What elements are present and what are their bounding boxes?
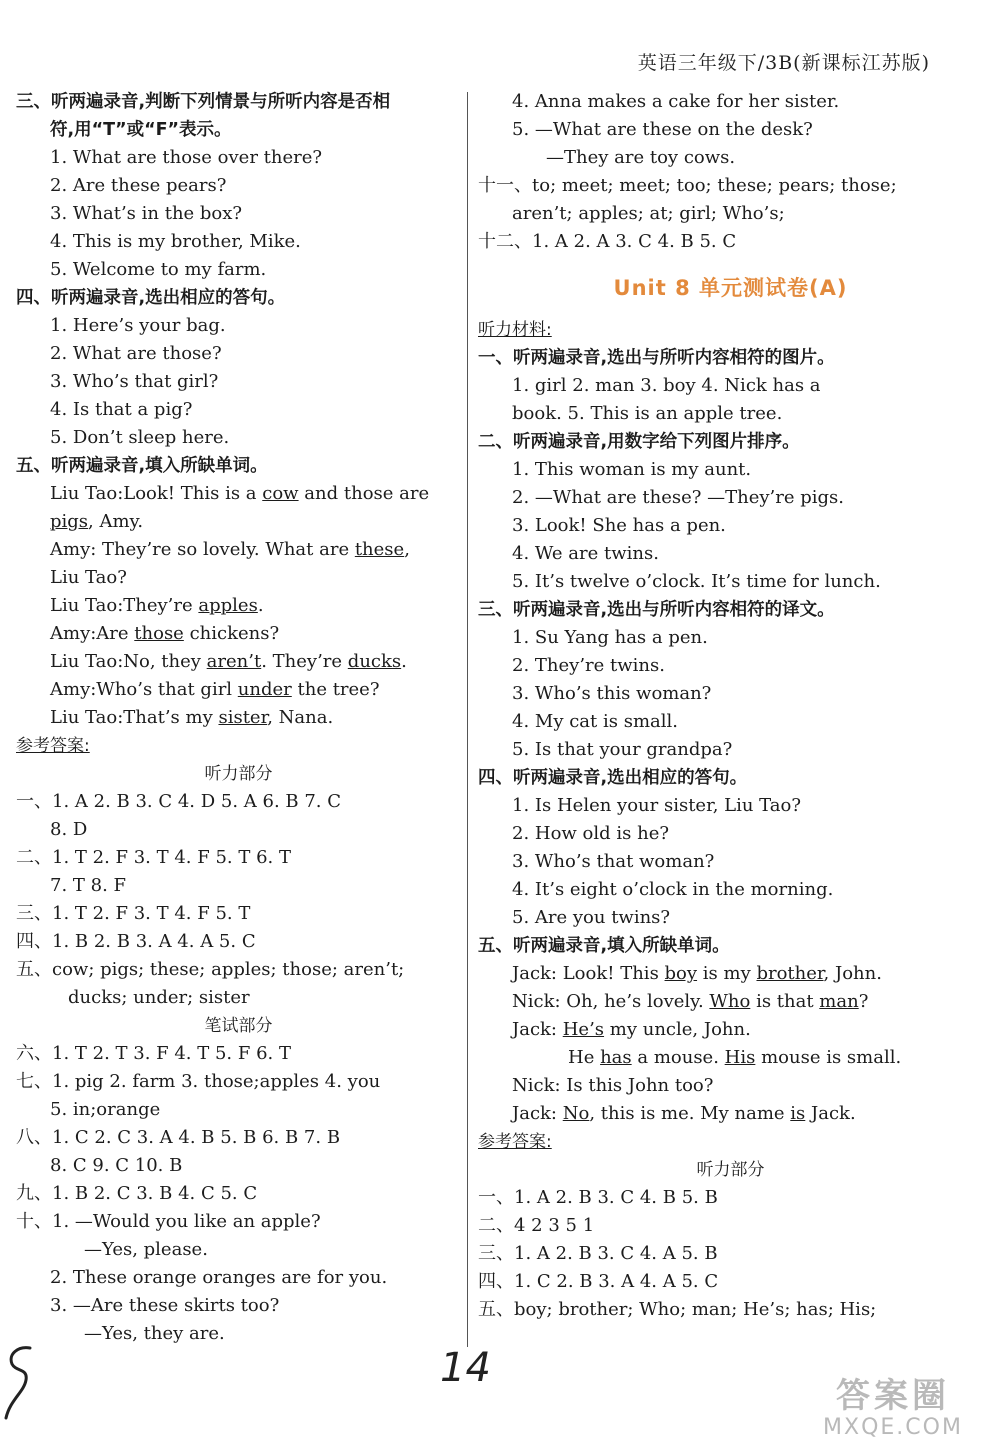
list-item: 3. Who’s that girl? xyxy=(50,371,219,392)
answer-line: 三、1. A 2. B 3. C 4. A 5. B xyxy=(478,1243,718,1264)
dialogue-line: Liu Tao? xyxy=(50,567,127,588)
filled-word: His xyxy=(724,1047,756,1068)
dialogue-line: Nick: Oh, he’s lovely. Who is that man? xyxy=(512,991,869,1012)
watermark-url: MXQE.COM xyxy=(823,1415,963,1440)
filled-word: under xyxy=(237,679,292,700)
answer-line: 8. D xyxy=(50,819,88,840)
list-item: book. 5. This is an apple tree. xyxy=(512,403,783,424)
page-number: 14 xyxy=(440,1345,491,1391)
filled-word: pigs xyxy=(50,511,89,532)
list-item: 1. Su Yang has a pen. xyxy=(512,627,708,648)
filled-word: aren’t xyxy=(206,651,262,672)
answer-line: 五、cow; pigs; these; apples; those; aren’t; xyxy=(16,959,405,980)
list-item: 4. This is my brother, Mike. xyxy=(50,231,301,252)
listening-part-heading: 听力部分 xyxy=(204,764,273,784)
materials-label: 听力材料: xyxy=(478,320,552,340)
answer-line: —They are toy cows. xyxy=(546,147,736,168)
answers-label: 参考答案: xyxy=(16,736,90,756)
list-item: 3. What’s in the box? xyxy=(50,203,243,224)
filled-word: boy xyxy=(664,963,698,984)
dialogue-line: Amy:Who’s that girl under the tree? xyxy=(50,679,380,700)
answer-line: ducks; under; sister xyxy=(68,987,250,1008)
filled-word: sister xyxy=(218,707,268,728)
answer-line: aren’t; apples; at; girl; Who’s; xyxy=(512,203,785,224)
right-column xyxy=(478,88,983,1324)
list-item: 4. We are twins. xyxy=(512,543,659,564)
unit-title: Unit 8 单元测试卷(A) xyxy=(613,276,848,300)
list-item: 5. Is that your grandpa? xyxy=(512,739,733,760)
dialogue-line: Jack: No, this is me. My name is Jack. xyxy=(512,1103,856,1124)
list-item: 4. My cat is small. xyxy=(512,711,678,732)
answer-line: 十二、1. A 2. A 3. C 4. B 5. C xyxy=(478,231,737,252)
section-2-title: 二、听两遍录音,用数字给下列图片排序。 xyxy=(478,432,800,452)
section-4-title: 四、听两遍录音,选出相应的答句。 xyxy=(16,288,286,308)
list-item: 1. Is Helen your sister, Liu Tao? xyxy=(512,795,802,816)
answer-line: 二、1. T 2. F 3. T 4. F 5. T 6. T xyxy=(16,847,291,868)
filled-word: apples xyxy=(198,595,258,616)
answer-line: —Yes, please. xyxy=(84,1239,208,1260)
answer-line: 一、1. A 2. B 3. C 4. B 5. B xyxy=(478,1187,718,1208)
filled-word: cow xyxy=(262,483,299,504)
filled-word: has xyxy=(600,1047,632,1068)
list-item: 2. What are those? xyxy=(50,343,222,364)
section-4-title: 四、听两遍录音,选出相应的答句。 xyxy=(478,768,748,788)
answer-line: 一、1. A 2. B 3. C 4. D 5. A 6. B 7. C xyxy=(16,791,342,812)
list-item: 2. They’re twins. xyxy=(512,655,665,676)
answer-line: 七、1. pig 2. farm 3. those;apples 4. you xyxy=(16,1071,381,1092)
filled-word: ducks xyxy=(347,651,402,672)
answer-line: —Yes, they are. xyxy=(84,1323,225,1344)
section-3-title: 三、听两遍录音,判断下列情景与所听内容是否相 xyxy=(16,92,391,112)
list-item: 4. Is that a pig? xyxy=(50,399,193,420)
dialogue-line: Liu Tao:Look! This is a cow and those are xyxy=(50,483,430,504)
dialogue-line: Liu Tao:No, they aren’t. They’re ducks. xyxy=(50,651,407,672)
filled-word: Who xyxy=(709,991,751,1012)
answer-line: 十、1. —Would you like an apple? xyxy=(16,1211,321,1232)
answer-line: 3. —Are these skirts too? xyxy=(50,1295,280,1316)
list-item: 2. Are these pears? xyxy=(50,175,227,196)
listening-part-heading: 听力部分 xyxy=(696,1160,765,1180)
filled-word: He’s xyxy=(562,1019,605,1040)
list-item: 5. Welcome to my farm. xyxy=(50,259,267,280)
answer-line: 二、4 2 3 5 1 xyxy=(478,1215,595,1236)
filled-word: these xyxy=(354,539,405,560)
answer-line: 十一、to; meet; meet; too; these; pears; those; xyxy=(478,175,897,196)
filled-word: those xyxy=(134,623,184,644)
section-3-title-cont: 符,用“T”或“F”表示。 xyxy=(50,120,232,140)
dialogue-line: pigs, Amy. xyxy=(50,511,144,532)
answer-line: 四、1. C 2. B 3. A 4. A 5. C xyxy=(478,1271,719,1292)
answers-label: 参考答案: xyxy=(478,1132,552,1152)
answer-line: 7. T 8. F xyxy=(50,875,127,896)
list-item: 3. Who’s this woman? xyxy=(512,683,712,704)
list-item: 5. Don’t sleep here. xyxy=(50,427,230,448)
answer-line: 八、1. C 2. C 3. A 4. B 5. B 6. B 7. B xyxy=(16,1127,341,1148)
dialogue-line: Jack: He’s my uncle, John. xyxy=(512,1019,751,1040)
list-item: 4. It’s eight o’clock in the morning. xyxy=(512,879,834,900)
filled-word: brother xyxy=(756,963,824,984)
answer-line: 三、1. T 2. F 3. T 4. F 5. T xyxy=(16,903,251,924)
section-5-title: 五、听两遍录音,填入所缺单词。 xyxy=(478,936,730,956)
watermark-logo: 答案圈 xyxy=(836,1376,950,1416)
dialogue-line: Jack: Look! This boy is my brother, John. xyxy=(512,963,882,984)
left-column xyxy=(16,88,461,1348)
list-item: 5. It’s twelve o’clock. It’s time for lunch. xyxy=(512,571,881,592)
dialogue-line: Amy: They’re so lovely. What are these, xyxy=(50,539,410,560)
filled-word: is xyxy=(790,1103,806,1124)
list-item: 1. This woman is my aunt. xyxy=(512,459,752,480)
list-item: 2. How old is he? xyxy=(512,823,670,844)
dialogue-line: Liu Tao:That’s my sister, Nana. xyxy=(50,707,334,728)
list-item: 3. Who’s that woman? xyxy=(512,851,715,872)
answer-line: 5. —What are these on the desk? xyxy=(512,119,813,140)
dialogue-line: Nick: Is this John too? xyxy=(512,1075,714,1096)
list-item: 1. What are those over there? xyxy=(50,147,323,168)
list-item: 1. Here’s your bag. xyxy=(50,315,226,336)
dialogue-line: Liu Tao:They’re apples. xyxy=(50,595,264,616)
answer-line: 五、boy; brother; Who; man; He’s; has; His; xyxy=(478,1299,877,1320)
dialogue-line: Amy:Are those chickens? xyxy=(50,623,280,644)
list-item: 1. girl 2. man 3. boy 4. Nick has a xyxy=(512,375,821,396)
answer-line: 六、1. T 2. T 3. F 4. T 5. F 6. T xyxy=(16,1043,291,1064)
answer-line: 4. Anna makes a cake for her sister. xyxy=(512,91,840,112)
section-1-title: 一、听两遍录音,选出与所听内容相符的图片。 xyxy=(478,348,835,368)
list-item: 3. Look! She has a pen. xyxy=(512,515,726,536)
running-header: 英语三年级下/3B(新课标江苏版) xyxy=(637,52,930,74)
filled-word: No xyxy=(562,1103,590,1124)
column-divider xyxy=(467,92,468,1347)
written-part-heading: 笔试部分 xyxy=(204,1016,273,1036)
handwritten-mark-icon xyxy=(0,1340,40,1430)
section-5-title: 五、听两遍录音,填入所缺单词。 xyxy=(16,456,268,476)
site-watermark xyxy=(808,1376,978,1442)
answer-line: 5. in;orange xyxy=(50,1099,161,1120)
list-item: 5. Are you twins? xyxy=(512,907,671,928)
answer-line: 四、1. B 2. B 3. A 4. A 5. C xyxy=(16,931,256,952)
filled-word: man xyxy=(819,991,859,1012)
list-item: 2. —What are these? —They’re pigs. xyxy=(512,487,845,508)
dialogue-line: He has a mouse. His mouse is small. xyxy=(568,1047,902,1068)
answer-line: 8. C 9. C 10. B xyxy=(50,1155,183,1176)
answer-line: 2. These orange oranges are for you. xyxy=(50,1267,388,1288)
section-3-title: 三、听两遍录音,选出与所听内容相符的译文。 xyxy=(478,600,835,620)
answer-line: 九、1. B 2. C 3. B 4. C 5. C xyxy=(16,1183,258,1204)
